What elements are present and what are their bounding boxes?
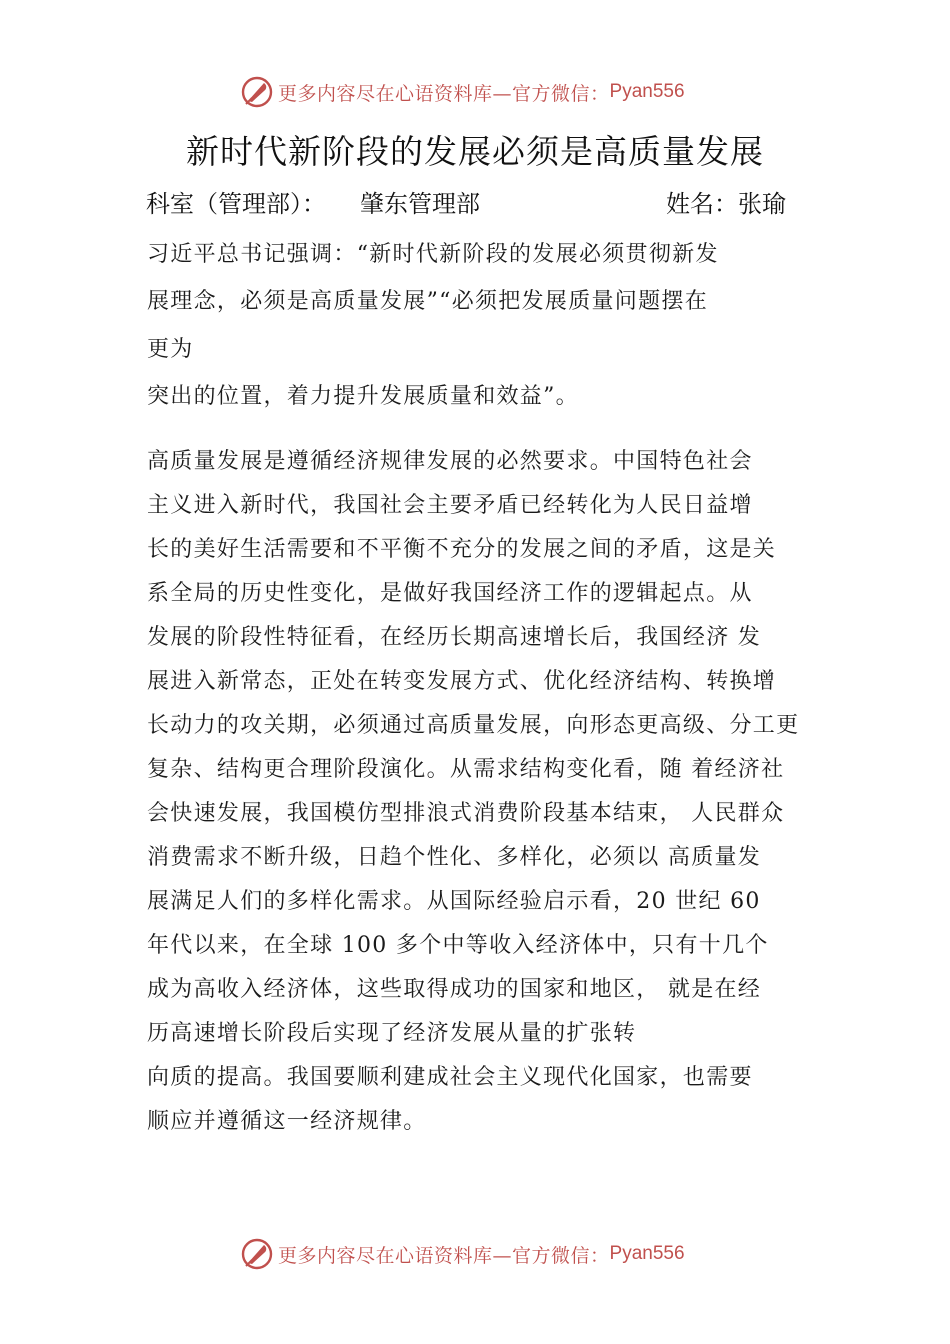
body-line: 长的美好生活需要和不平衡不充分的发展之间的矛盾，这是关 bbox=[147, 537, 777, 562]
body-line: 会快速发展，我国模仿型排浪式消费阶段基本结束， 人民群众 bbox=[147, 801, 785, 826]
watermark-text: 更多内容尽在心语资料库—官方微信： bbox=[278, 82, 610, 105]
watermark-wechat-id: Pyan556 bbox=[609, 81, 685, 102]
header-watermark bbox=[240, 74, 685, 110]
body-line: 长动力的攻关期，必须通过高质量发展，向形态更高级、分工更 bbox=[147, 713, 800, 738]
body-line: 成为高收入经济体，这些取得成功的国家和地区， 就是在经 bbox=[147, 977, 762, 1002]
body-line: 消费需求不断升级，日趋个性化、多样化，必须以 高质量发 bbox=[147, 845, 762, 870]
department-value: 肇东管理部 bbox=[360, 190, 480, 218]
body-line: 高质量发展是遵循经济规律发展的必然要求。中国特色社会 bbox=[147, 449, 753, 474]
quill-logo-icon bbox=[240, 75, 274, 109]
document-title: 新时代新阶段的发展必须是高质量发展 bbox=[186, 132, 764, 171]
department-label: 科室（管理部）： bbox=[146, 190, 326, 218]
body-line: 顺应并遵循这一经济规律。 bbox=[147, 1109, 427, 1134]
body-line: 展满足人们的多样化需求。从国际经验启示看，20 世纪 60 bbox=[147, 889, 761, 914]
body-line: 历高速增长阶段后实现了经济发展从量的扩张转 bbox=[147, 1021, 637, 1046]
watermark-wechat-id: Pyan556 bbox=[609, 1243, 685, 1264]
body-line: 主义进入新时代，我国社会主要矛盾已经转化为人民日益增 bbox=[147, 493, 753, 518]
quill-logo-icon bbox=[240, 1237, 274, 1271]
watermark-text: 更多内容尽在心语资料库—官方微信： bbox=[278, 1244, 610, 1267]
body-line: 向质的提高。我国要顺利建成社会主义现代化国家，也需要 bbox=[147, 1065, 753, 1090]
body-line: 突出的位置，着力提升发展质量和效益”。 bbox=[147, 384, 579, 409]
footer-watermark bbox=[240, 1236, 685, 1272]
body-line: 发展的阶段性特征看，在经历长期高速增长后，我国经济 发 bbox=[147, 625, 762, 650]
author-name: 姓名：张瑜 bbox=[666, 190, 786, 218]
body-line: 展进入新常态，正处在转变发展方式、优化经济结构、转换增 bbox=[147, 669, 777, 694]
body-line: 更为 bbox=[147, 337, 194, 362]
body-line: 年代以来，在全球 100 多个中等收入经济体中，只有十几个 bbox=[147, 933, 769, 958]
body-line: 习近平总书记强调：“新时代新阶段的发展必须贯彻新发 bbox=[147, 242, 719, 267]
body-line: 系全局的历史性变化，是做好我国经济工作的逻辑起点。从 bbox=[147, 581, 753, 606]
body-line: 复杂、结构更合理阶段演化。从需求结构变化看，随 着经济社 bbox=[147, 757, 785, 782]
body-line: 展理念，必须是高质量发展”“必须把发展质量问题摆在 bbox=[147, 289, 708, 314]
